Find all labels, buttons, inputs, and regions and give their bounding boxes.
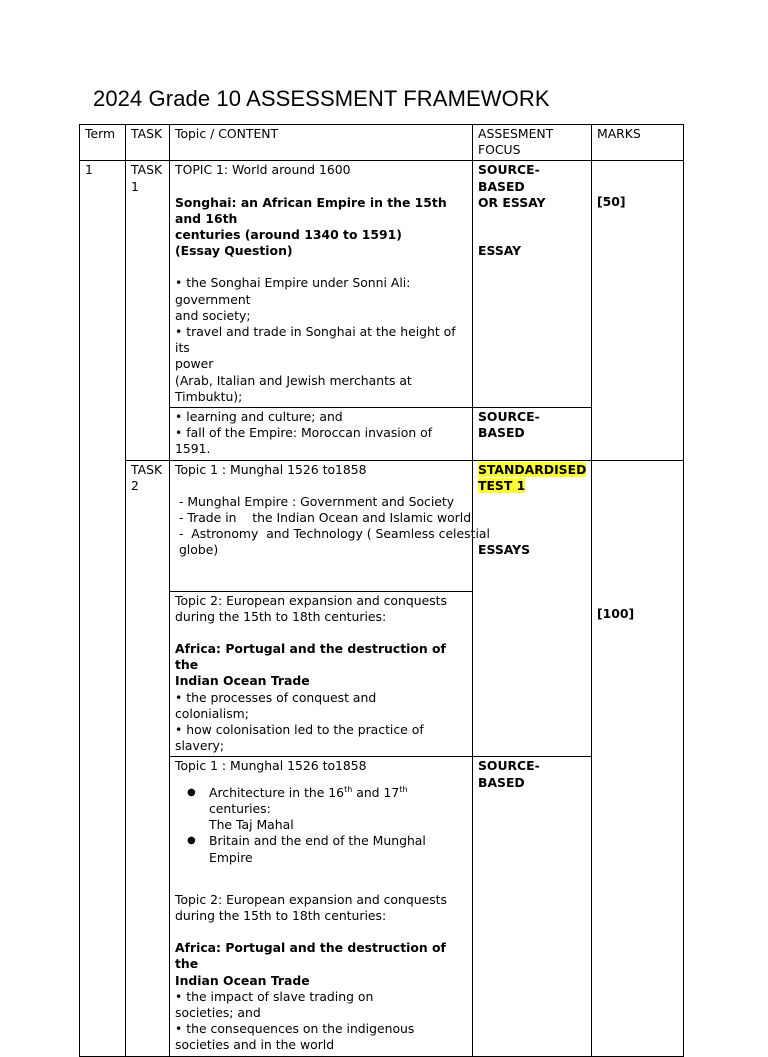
header-topic: Topic / CONTENT (170, 125, 473, 161)
focus-cell: SOURCE- BASED OR ESSAY ESSAY (473, 161, 592, 408)
header-term: Term (80, 125, 126, 161)
content-cell: Topic 1 : Munghal 1526 to1858 - Munghal Empire : Government and Society - Trade in the Indian Ocean and Islamic world - Astronomy and Technology ( Seamless celestial globe) (170, 460, 473, 591)
test-highlight: TEST 1 (478, 477, 526, 493)
standardised-highlight: STANDARDISED (478, 461, 587, 477)
content-cell: • learning and culture; and • fall of the Empire: Moroccan invasion of 1591. (170, 408, 473, 461)
content-cell: Topic 2: European expansion and conquests during the 15th to 18th centuries: Africa: Portugal and the destruction of the Indian Ocean Trade • the processes of conquest and colonialism; • how colonisation led to the practice of slavery; (170, 591, 473, 757)
header-row (80, 125, 684, 161)
assessment-table (79, 124, 684, 1057)
table-row (80, 460, 684, 591)
header-focus: ASSESMENT FOCUS (473, 125, 592, 161)
marks-cell: [100] (592, 460, 684, 1056)
bullet-list: ● Architecture in the 16th and 17th centuries: The Taj Mahal ● Britain and the end of the Munghal Empire (175, 785, 467, 866)
content-cell: Topic 1 : Munghal 1526 to1858 ● Architecture in the 16th and 17th centuries: The Taj Mahal ● Britain and the end of the Munghal Empire Topic 2: European expansion and conquests during the 15th to 18th centuries: Africa: Portugal and the destruction of the Indian Ocean Trade • the impact of slave trading on societies; and • the consequences on the indigenous societies and in the world (170, 757, 473, 1056)
page-title: 2024 Grade 10 ASSESSMENT FRAMEWORK (93, 86, 550, 111)
term-cell: 1 (80, 161, 126, 1056)
table-row (80, 161, 684, 408)
header-marks: MARKS (592, 125, 684, 161)
content-cell: TOPIC 1: World around 1600 Songhai: an African Empire in the 15th and 16th centuries (around 1340 to 1591) (Essay Question) • the Songhai Empire under Sonni Ali: government and society; • travel and trade in Songhai at the height of its power (Arab, Italian and Jewish merchants at Timbuktu); (170, 161, 473, 408)
focus-cell: SOURCE-BASED (473, 757, 592, 1056)
focus-cell: SOURCE-BASED (473, 408, 592, 461)
focus-cell: STANDARDISED TEST 1 ESSAYS (473, 460, 592, 757)
header-task: TASK (126, 125, 170, 161)
marks-cell: [50] (592, 161, 684, 460)
task-cell: TASK 1 (126, 161, 170, 460)
task-cell: TASK 2 (126, 460, 170, 1056)
